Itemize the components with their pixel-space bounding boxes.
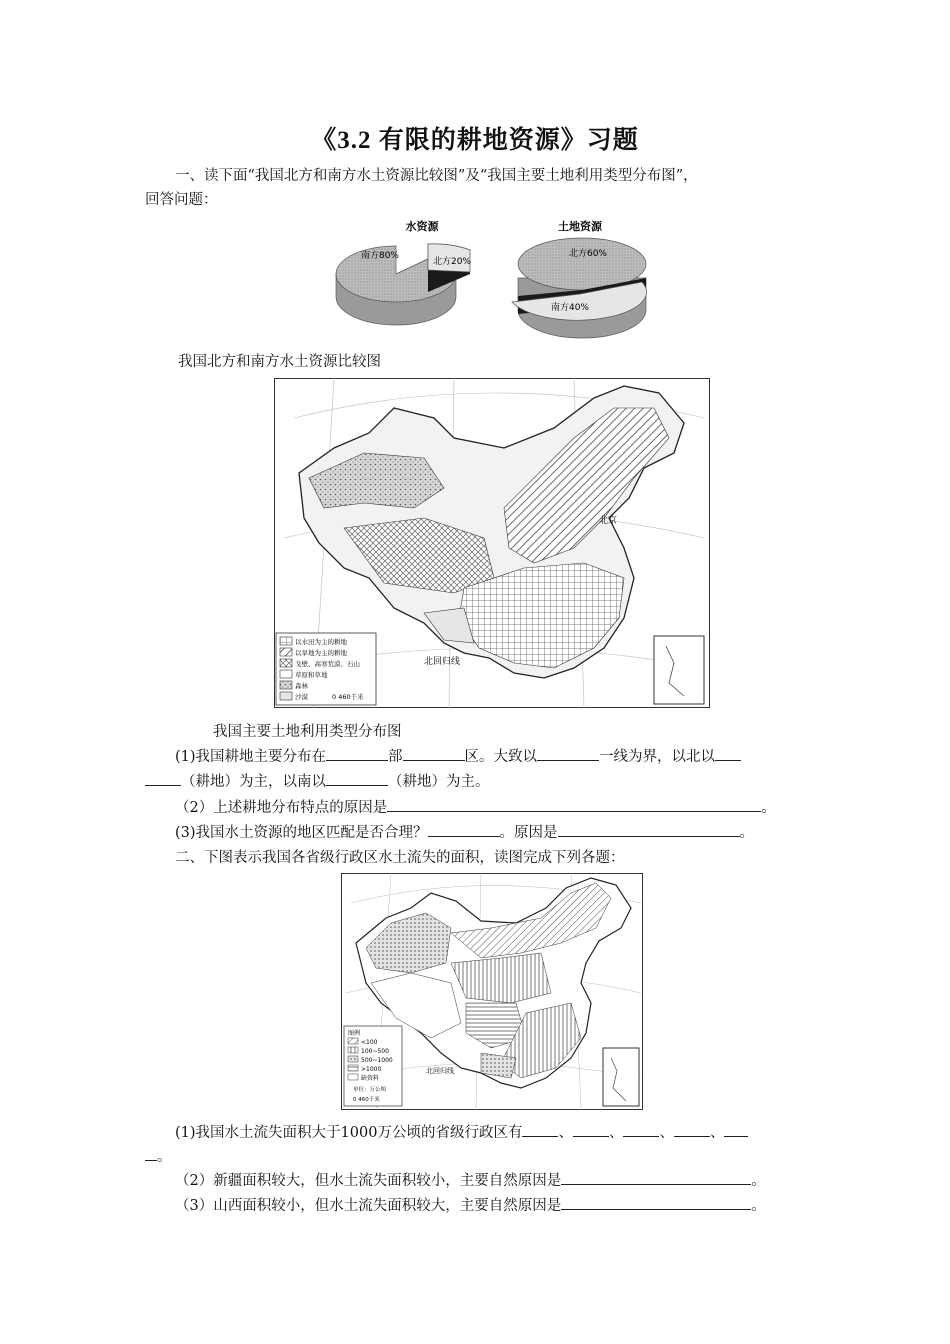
map2-tropic-label: 北回归线 [426,1067,454,1075]
map1-tropic-label: 北回归线 [424,657,461,667]
caption-map1: 我国主要土地利用类型分布图 [213,724,402,740]
pie-charts [330,212,660,347]
map1-legend-item: 戈壁、高寒荒漠、石山 [295,660,360,668]
pie-water [336,244,471,325]
map1-legend [276,633,376,705]
s1-question-1: (1)我国耕地主要分布在 部 区。大致以 一线为界，以北以 [175,746,741,767]
map2-unit: 单位：万公顷 [353,1087,387,1093]
map1-legend-item: 以水田为主的耕地 [295,638,347,646]
map1-scale: 0 460千米 [332,693,364,701]
land-use-map [274,378,710,708]
answer-blank[interactable] [326,746,388,761]
pie-water-heading: 水资源 [405,220,439,233]
answer-blank[interactable] [428,822,500,837]
answer-blank[interactable] [561,1195,751,1210]
s1-question-3: (3)我国水土资源的地区匹配是否合理？ 。原因是 。 [175,822,754,843]
pie-land [512,238,647,338]
s1-question-2: （2）上述耕地分布特点的原因是 。 [175,797,776,818]
pie-water-south-label: 南方80% [360,251,400,261]
answer-blank[interactable] [387,797,761,812]
s2-question-1: (1)我国水土流失面积大于1000万公顷的省级行政区有 、 、 、 、 [175,1122,748,1143]
answer-blank[interactable] [715,746,741,761]
s1-question-1-cont: （耕地）为主，以南以 （耕地）为主。 [145,771,490,792]
pie-land-south-label: 南方40% [550,303,590,313]
map2-legend-item: 500~1000 [361,1057,393,1064]
map1-legend-item: 森林 [295,682,308,690]
section2-intro: 二、下图表示我国各省级行政区水土流失的面积，读图完成下列各题： [175,850,625,866]
map2-inset [603,1048,639,1106]
answer-blank[interactable] [623,1122,659,1137]
map1-legend-item: 草原和草地 [295,671,328,679]
answer-blank[interactable] [573,1122,609,1137]
map1-legend-item: 以旱地为主的耕地 [295,649,347,657]
map2-scale: 0 460千米 [353,1097,380,1103]
answer-blank[interactable] [561,1170,751,1185]
map1-beijing-label: 北京 [599,516,618,526]
answer-blank[interactable] [145,771,181,786]
map2-legend-item: >1000 [361,1066,382,1073]
map2-legend-item: 缺资料 [361,1075,380,1082]
answer-blank[interactable] [145,1146,157,1161]
map2-legend [344,1026,402,1106]
pie-land-heading: 土地资源 [558,220,602,233]
section1-intro-cont: 回答问题： [145,192,218,208]
section1-intro: 一、读下面“我国北方和南方水土资源比较图”及“我国主要土地利用类型分布图”， [175,168,698,184]
s2-question-3: （3）山西面积较小，但水土流失面积较大，主要自然原因是 。 [175,1195,766,1216]
map2-legend-item: 100~500 [361,1048,389,1055]
s2-question-1-cont: 。 [145,1146,172,1167]
pie-water-north-label: 北方20% [432,257,472,267]
answer-blank[interactable] [537,746,599,761]
map2-legend-title: 图例 [348,1030,361,1037]
soil-erosion-map [341,873,643,1110]
caption-pies: 我国北方和南方水土资源比较图 [178,354,381,370]
map1-inset [654,636,704,704]
answer-blank[interactable] [522,1122,558,1137]
answer-blank[interactable] [724,1122,748,1137]
answer-blank[interactable] [674,1122,710,1137]
answer-blank[interactable] [403,746,465,761]
s2-question-2: （2）新疆面积较大，但水土流失面积较小，主要自然原因是 。 [175,1170,766,1191]
page-title: 《3.2 有限的耕地资源》习题 [311,127,639,154]
answer-blank[interactable] [558,822,740,837]
answer-blank[interactable] [326,771,388,786]
pie-land-north-label: 北方60% [568,249,608,259]
map1-legend-item: 沙漠 [295,693,308,701]
map2-legend-item: <100 [361,1039,378,1046]
